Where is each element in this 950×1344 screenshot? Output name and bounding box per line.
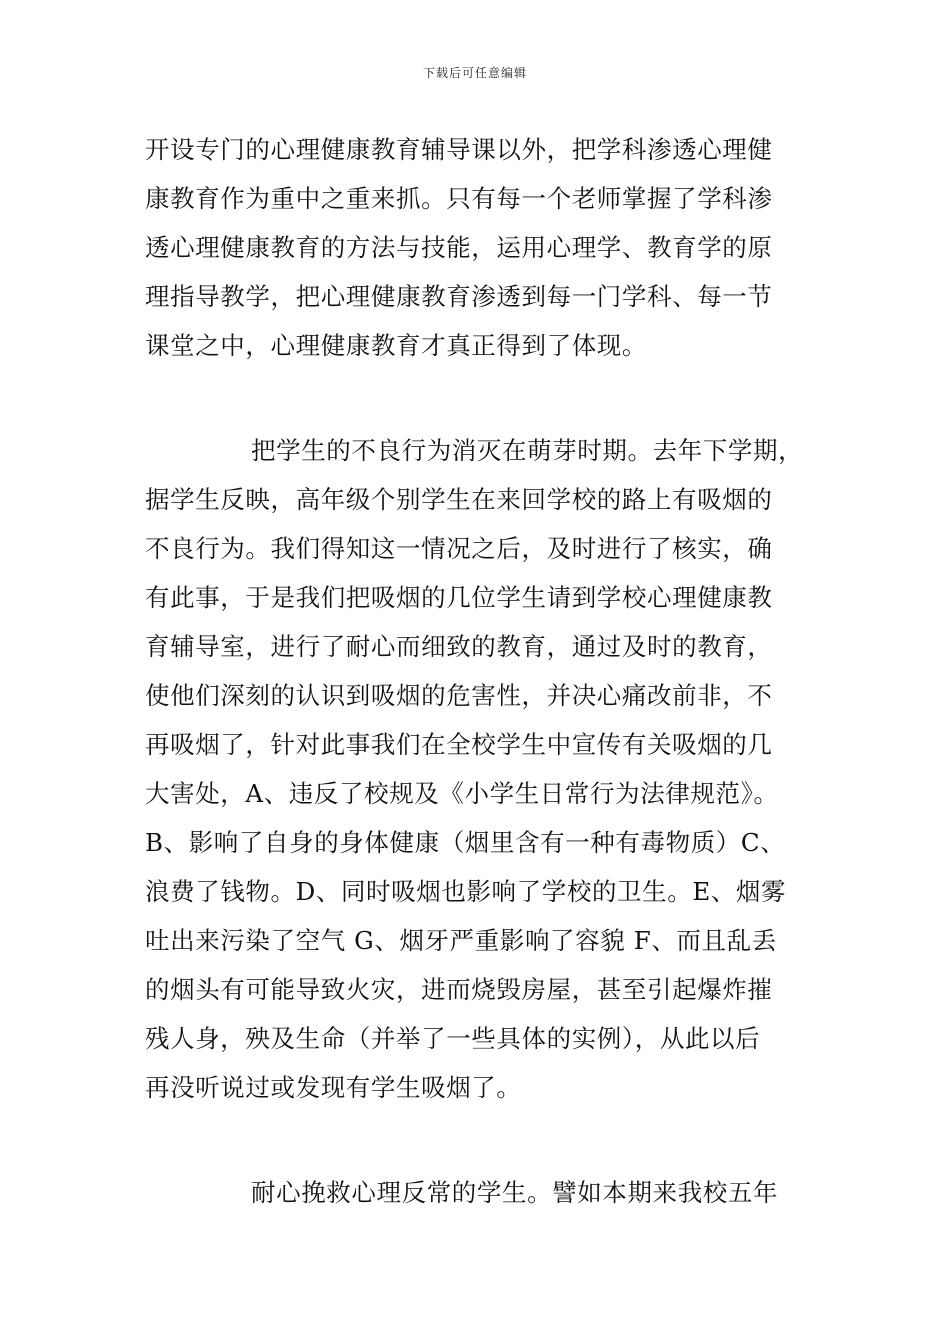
paragraph-line: 浪费了钱物。D、同时吸烟也影响了学校的卫生。E、烟雾 bbox=[145, 877, 787, 906]
paragraph-line: 耐心挽救心理反常的学生。譬如本期来我校五年 bbox=[251, 1178, 779, 1207]
paragraph-line: 残人身，殃及生命（并举了一些具体的实例），从此以后 bbox=[145, 1024, 761, 1053]
paragraph-line: 使他们深刻的认识到吸烟的危害性，并决心痛改前非，不 bbox=[145, 681, 773, 710]
paragraph-line: B、影响了自身的身体健康（烟里含有一种有毒物质）C、 bbox=[145, 828, 786, 857]
paragraph-line: 再没听说过或发现有学生吸烟了。 bbox=[145, 1073, 522, 1102]
paragraph-line: 课堂之中，心理健康教育才真正得到了体现。 bbox=[145, 331, 647, 360]
paragraph-line: 理指导教学，把心理健康教育渗透到每一门学科、每一节 bbox=[145, 282, 773, 311]
paragraph-line: 大害处，A、违反了校规及《小学生日常行为法律规范》。 bbox=[145, 779, 779, 808]
paragraph-line: 把学生的不良行为消灭在萌芽时期。去年下学期， bbox=[251, 436, 804, 465]
header-note: 下载后可任意编辑 bbox=[422, 66, 527, 80]
paragraph-line: 透心理健康教育的方法与技能，运用心理学、教育学的原 bbox=[145, 233, 773, 262]
paragraph-line: 据学生反映，高年级个别学生在来回学校的路上有吸烟的 bbox=[145, 485, 773, 514]
paragraph-line: 吐出来污染了空气 G、烟牙严重影响了容貌 F、而且乱丢 bbox=[145, 926, 777, 955]
paragraph-line: 开设专门的心理健康教育辅导课以外，把学科渗透心理健 bbox=[145, 135, 773, 164]
paragraph-line: 不良行为。我们得知这一情况之后，及时进行了核实，确 bbox=[145, 534, 773, 563]
paragraph-line: 再吸烟了，针对此事我们在全校学生中宣传有关吸烟的几 bbox=[145, 730, 773, 759]
paragraph-line: 育辅导室，进行了耐心而细致的教育，通过及时的教育， bbox=[145, 632, 773, 661]
paragraph-line: 有此事，于是我们把吸烟的几位学生请到学校心理健康教 bbox=[145, 583, 773, 612]
paragraph-line: 的烟头有可能导致火灾，进而烧毁房屋，甚至引起爆炸摧 bbox=[145, 975, 773, 1004]
paragraph-line: 康教育作为重中之重来抓。只有每一个老师掌握了学科渗 bbox=[145, 184, 773, 213]
